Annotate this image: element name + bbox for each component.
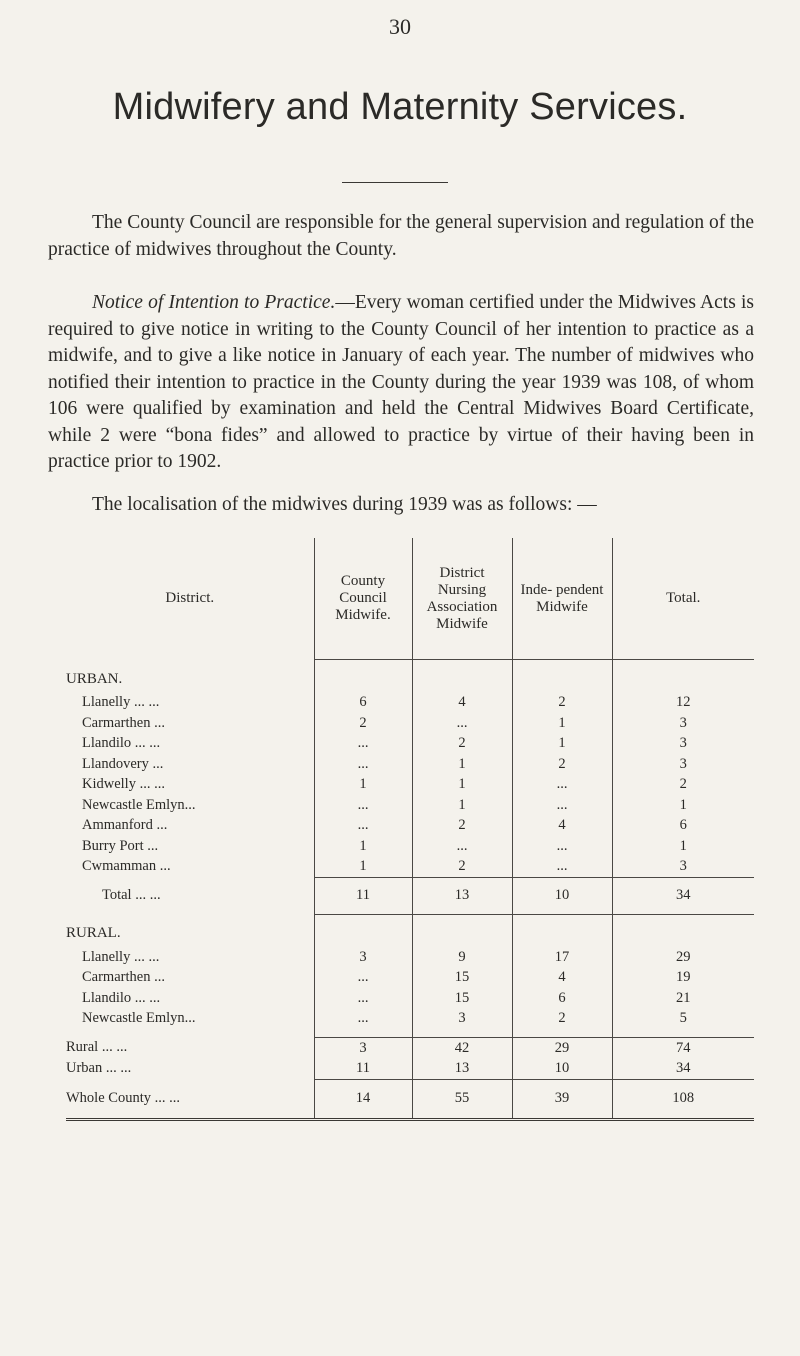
- table-row: [66, 815, 754, 836]
- whole-county-row: [66, 1079, 754, 1119]
- cell-total: 108: [612, 1079, 754, 1119]
- cell-dn: 13: [412, 1058, 512, 1079]
- cell-dn: 55: [412, 1079, 512, 1119]
- cell-ind: 2: [512, 1008, 612, 1029]
- table-row: [66, 836, 754, 857]
- cell-cc: 11: [314, 1058, 412, 1079]
- page-number: 30: [389, 14, 411, 39]
- cell-total: 29: [612, 947, 754, 968]
- table-row: [66, 713, 754, 734]
- cell-ind: ...: [512, 836, 612, 857]
- cell-ind: 29: [512, 1037, 612, 1058]
- cell-dn: 13: [412, 877, 512, 914]
- cell-district: Cwmamman ...: [82, 858, 171, 875]
- cell-total: 2: [612, 774, 754, 795]
- section-label: URBAN.: [66, 670, 123, 687]
- cell-dn: 15: [412, 967, 512, 988]
- paragraph-notice: [48, 290, 754, 476]
- cell-district: Newcastle Emlyn...: [82, 1010, 196, 1026]
- cell-total: 6: [612, 815, 754, 836]
- cell-dn: 2: [412, 856, 512, 877]
- paragraph-supervision: The County Council are responsible for the general supervision and regulation of the practice of midwives throughout the County.: [48, 212, 754, 260]
- notice-body: —Every woman certified under the Midwives Acts is required to give notice in writing to the County Council of her intention to practice as a midwife, and to give a like notice in January of each year. The number of midwives who notified their intention to practice in the County during the year 1939 was 108, of whom 106 were qualified by examination and held the Central Midwives Board Certificate, while 2 were “bona fides” and allowed to practice by virtue of their having been in practice prior to 1902.: [48, 292, 754, 472]
- header-district: District.: [165, 590, 215, 607]
- cell-ind: 10: [512, 877, 612, 914]
- cell-ind: ...: [512, 795, 612, 816]
- header-county-council: County Council Midwife.: [314, 538, 412, 660]
- cell-total: 34: [612, 877, 754, 914]
- cell-total: 1: [612, 836, 754, 857]
- cell-cc: 11: [314, 877, 412, 914]
- cell-cc: ...: [314, 795, 412, 816]
- cell-district: Llanelly ... ...: [82, 948, 160, 965]
- midwives-table: [66, 538, 754, 1121]
- table-row: [66, 774, 754, 795]
- cell-district: Rural ... ...: [66, 1039, 128, 1056]
- cell-district: Urban ... ...: [66, 1060, 132, 1077]
- header-independent: Inde- pendent Midwife: [512, 538, 612, 660]
- table-row: [66, 947, 754, 968]
- table-header-row: [66, 538, 754, 660]
- cell-dn: 15: [412, 988, 512, 1009]
- cell-ind: ...: [512, 856, 612, 877]
- cell-total: 19: [612, 967, 754, 988]
- notice-heading: Notice of Intention to Practice.: [92, 292, 336, 313]
- cell-total: 5: [612, 1008, 754, 1029]
- table-row: [66, 1058, 754, 1079]
- section-rural: [66, 914, 754, 947]
- cell-dn: 42: [412, 1037, 512, 1058]
- cell-cc: ...: [314, 1008, 412, 1029]
- cell-ind: 4: [512, 967, 612, 988]
- cell-total: 3: [612, 856, 754, 877]
- table-row: [66, 1037, 754, 1058]
- cell-ind: 2: [512, 692, 612, 713]
- cell-district: Llandilo ... ...: [82, 989, 161, 1006]
- row-label: Total ... ...: [102, 887, 161, 904]
- cell-cc: 1: [314, 856, 412, 877]
- table-row: [66, 733, 754, 754]
- cell-total: 34: [612, 1058, 754, 1079]
- header-district-nursing: District Nursing Association Midwife: [412, 538, 512, 660]
- cell-cc: 3: [314, 947, 412, 968]
- cell-district: Ammanford ...: [82, 817, 168, 833]
- cell-ind: 10: [512, 1058, 612, 1079]
- cell-cc: 1: [314, 774, 412, 795]
- urban-total-row: [66, 877, 754, 914]
- table-row: [66, 856, 754, 877]
- cell-dn: 2: [412, 815, 512, 836]
- cell-dn: 1: [412, 754, 512, 775]
- paragraph-localisation: The localisation of the midwives during 1939 was as follows: —: [92, 494, 597, 515]
- page-title: Midwifery and Maternity Services.: [112, 86, 688, 128]
- cell-total: 3: [612, 713, 754, 734]
- cell-cc: 2: [314, 713, 412, 734]
- cell-cc: 14: [314, 1079, 412, 1119]
- cell-district: Carmarthen ...: [82, 969, 165, 985]
- cell-ind: 1: [512, 713, 612, 734]
- cell-dn: 4: [412, 692, 512, 713]
- cell-ind: ...: [512, 774, 612, 795]
- cell-cc: ...: [314, 733, 412, 754]
- cell-dn: ...: [412, 836, 512, 857]
- table-row: [66, 967, 754, 988]
- table-row: [66, 692, 754, 713]
- table-row: [66, 795, 754, 816]
- section-urban: [66, 660, 754, 693]
- cell-ind: 17: [512, 947, 612, 968]
- cell-dn: 1: [412, 774, 512, 795]
- cell-total: 3: [612, 733, 754, 754]
- cell-dn: 2: [412, 733, 512, 754]
- cell-district: Llandilo ... ...: [82, 735, 161, 751]
- cell-ind: 2: [512, 754, 612, 775]
- cell-ind: 4: [512, 815, 612, 836]
- cell-total: 12: [612, 692, 754, 713]
- cell-cc: 6: [314, 692, 412, 713]
- cell-total: 21: [612, 988, 754, 1009]
- table-row: [66, 754, 754, 775]
- cell-total: 3: [612, 754, 754, 775]
- header-total: Total.: [612, 538, 754, 660]
- cell-dn: 9: [412, 947, 512, 968]
- cell-ind: 6: [512, 988, 612, 1009]
- cell-ind: 39: [512, 1079, 612, 1119]
- cell-cc: 1: [314, 836, 412, 857]
- cell-dn: 3: [412, 1008, 512, 1029]
- cell-cc: ...: [314, 815, 412, 836]
- cell-dn: ...: [412, 713, 512, 734]
- cell-district: Newcastle Emlyn...: [82, 796, 196, 813]
- cell-dn: 1: [412, 795, 512, 816]
- section-label: RURAL.: [66, 925, 121, 941]
- cell-ind: 1: [512, 733, 612, 754]
- cell-district: Burry Port ...: [82, 837, 159, 854]
- cell-cc: 3: [314, 1037, 412, 1058]
- cell-district: Llanelly ... ...: [82, 694, 160, 710]
- table-row: [66, 988, 754, 1009]
- row-label: Whole County ... ...: [66, 1079, 314, 1119]
- title-divider: [342, 182, 448, 183]
- cell-district: Llandovery ...: [82, 755, 164, 772]
- cell-cc: ...: [314, 967, 412, 988]
- cell-district: Kidwelly ... ...: [82, 776, 165, 792]
- table-row: [66, 1008, 754, 1029]
- cell-total: 74: [612, 1037, 754, 1058]
- cell-district: Carmarthen ...: [82, 714, 165, 731]
- cell-cc: ...: [314, 988, 412, 1009]
- cell-cc: ...: [314, 754, 412, 775]
- cell-total: 1: [612, 795, 754, 816]
